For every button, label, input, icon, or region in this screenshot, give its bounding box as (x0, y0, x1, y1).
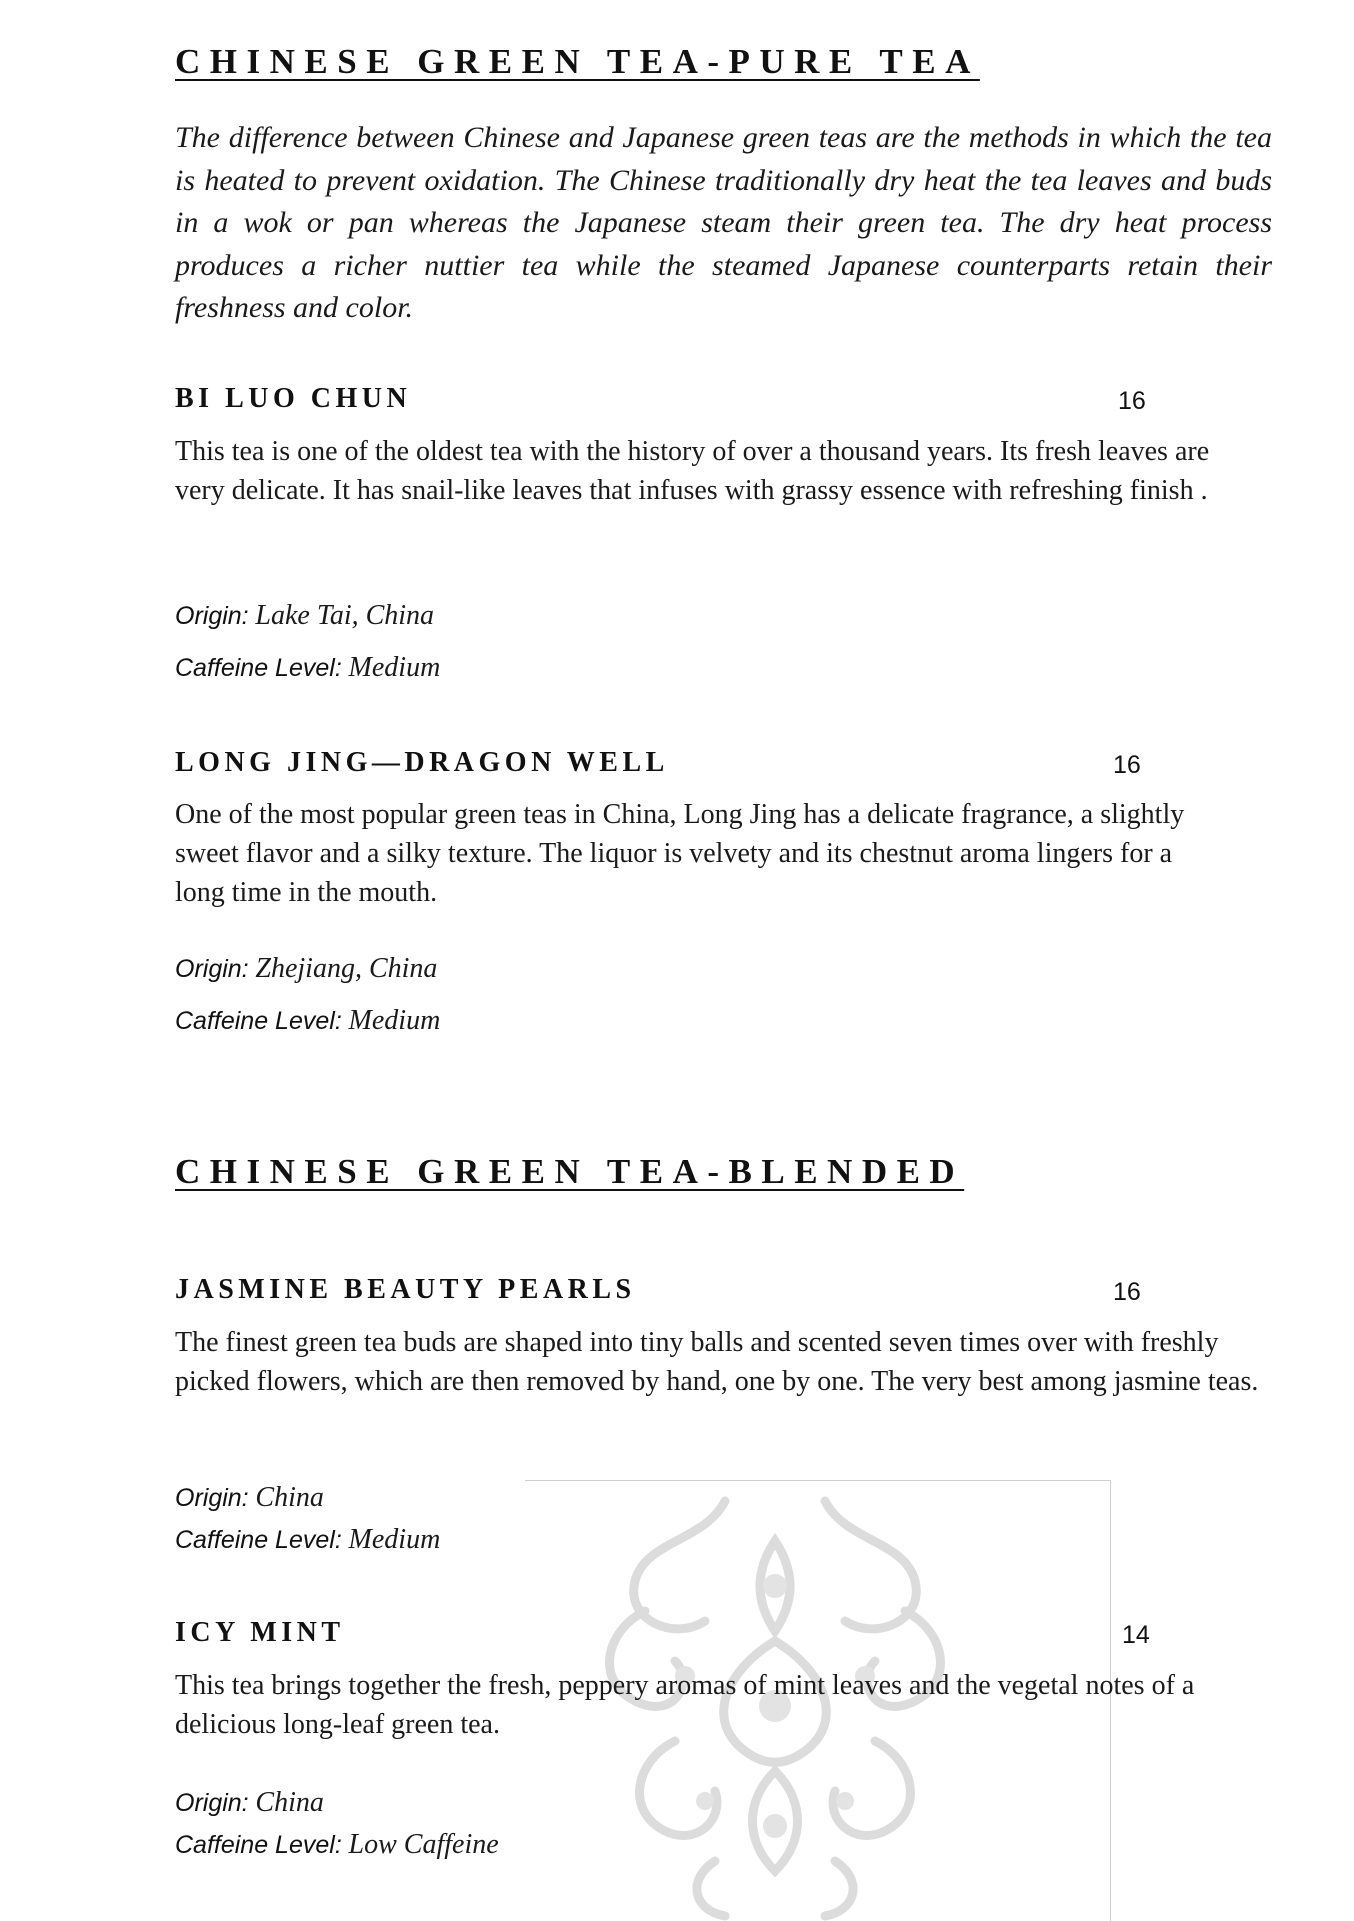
caffeine-value: Medium (348, 1005, 441, 1036)
caffeine-value: Low Caffeine (348, 1829, 499, 1860)
item-caffeine-icy-mint (175, 1829, 499, 1861)
item-origin-bi-luo-chun (175, 600, 434, 632)
item-origin-jasmine-beauty-pearls (175, 1482, 324, 1514)
item-caffeine-bi-luo-chun (175, 652, 440, 684)
section-title-pure-tea: CHINESE GREEN TEA-PURE TEA (175, 42, 980, 81)
caffeine-label: Caffeine Level: (175, 1831, 342, 1859)
item-origin-icy-mint (175, 1787, 324, 1819)
item-price-bi-luo-chun: 16 (1118, 387, 1146, 415)
origin-label: Origin: (175, 955, 249, 983)
item-caffeine-long-jing (175, 1005, 440, 1037)
item-caffeine-jasmine-beauty-pearls (175, 1524, 440, 1556)
item-origin-long-jing (175, 953, 437, 985)
origin-value: China (255, 1482, 324, 1513)
origin-label: Origin: (175, 1789, 249, 1817)
item-description-icy-mint: This tea brings together the fresh, peppery aromas of mint leaves and the vegetal notes of a delicious long-leaf green tea. (175, 1670, 1195, 1740)
item-description-long-jing: One of the most popular green teas in China, Long Jing has a delicate fragrance, a slightly sweet flavor and a silky texture. The liquor is velvety and its chestnut aroma lingers for a long time in the mouth. (175, 799, 1185, 908)
caffeine-value: Medium (348, 1524, 441, 1555)
origin-value: Lake Tai, China (255, 600, 435, 631)
caffeine-label: Caffeine Level: (175, 1007, 342, 1035)
section-intro: The difference between Chinese and Japanese green teas are the methods in which the tea is heated to prevent oxidation. The Chinese traditionally dry heat the tea leaves and buds in a wok or pan whereas the Japanese steam their green tea. The dry heat process produces a richer nuttier tea while the steamed Japanese counterparts retain their freshness and color. (175, 121, 1272, 324)
item-name-icy-mint: ICY MINT (175, 1617, 345, 1648)
item-description-jasmine-beauty-pearls: The finest green tea buds are shaped into tiny balls and scented seven times over with freshly picked flowers, which are then removed by hand, one by one. The very best among jasmine teas. (175, 1327, 1259, 1397)
item-name-bi-luo-chun: BI LUO CHUN (175, 383, 412, 414)
origin-label: Origin: (175, 1484, 249, 1512)
item-price-jasmine-beauty-pearls: 16 (1113, 1278, 1141, 1306)
origin-value: Zhejiang, China (255, 953, 438, 984)
caffeine-label: Caffeine Level: (175, 1526, 342, 1554)
item-description-bi-luo-chun: This tea is one of the oldest tea with the history of over a thousand years. Its fresh leaves are very delicate. It has snail-like leaves that infuses with grassy essence with refreshing finish . (175, 436, 1210, 506)
item-price-icy-mint: 14 (1122, 1621, 1150, 1649)
origin-label: Origin: (175, 602, 249, 630)
section-title-blended: CHINESE GREEN TEA-BLENDED (175, 1152, 965, 1191)
item-name-jasmine-beauty-pearls: JASMINE BEAUTY PEARLS (175, 1274, 636, 1305)
item-price-long-jing: 16 (1113, 751, 1141, 779)
caffeine-value: Medium (348, 652, 441, 683)
item-name-long-jing: LONG JING—DRAGON WELL (175, 747, 669, 778)
origin-value: China (255, 1787, 324, 1818)
caffeine-label: Caffeine Level: (175, 654, 342, 682)
